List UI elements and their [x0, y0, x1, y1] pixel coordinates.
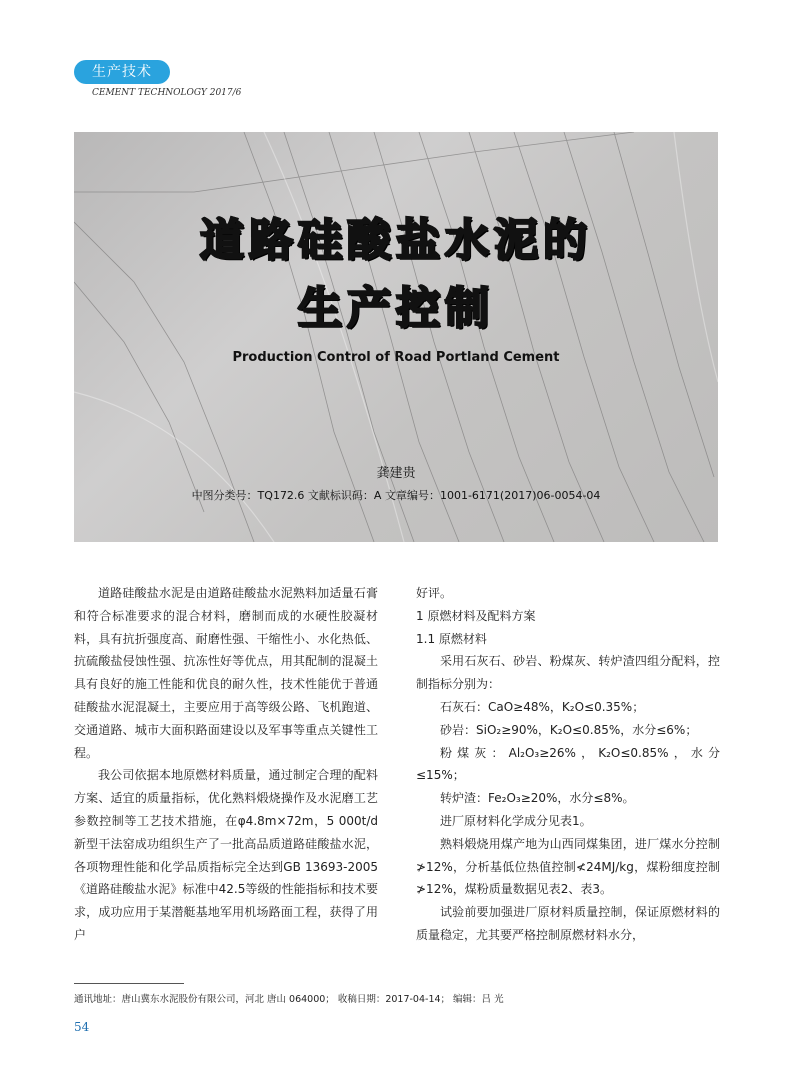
journal-name: CEMENT TECHNOLOGY 2017/6	[92, 88, 242, 98]
author: 龚建贵	[376, 466, 416, 481]
paragraph: 熟料煅烧用煤产地为山西同煤集团，进厂煤水分控制≯12%，分析基低位热值控制≮24MJ/kg，煤粉细度控制≯12%，煤粉质量数据见表2、表3。	[416, 836, 720, 897]
paragraph: 我公司依据本地原燃材料质量，通过制定合理的配料方案、适宜的质量指标，优化熟料煅烧操作及水泥磨工艺参数控制等工艺技术措施，在φ4.8m×72m，5 000t/d新型干法窑成功组织生产了一批高品质道路硅酸盐水泥，各项物理性能和化学品质指标完全达到GB 13693-2005《道路硅酸盐水泥》标准中42.5等级的性能指标和技术要求，成功应用于某潜艇基地军用机场路面工程，获得了用户	[74, 768, 378, 942]
footnote-divider	[74, 983, 184, 984]
classification-meta: 中图分类号：TQ172.6 文献标识码：A 文章编号：1001-6171(2017)06-0054-04	[191, 489, 601, 502]
paragraph-continuation: 好评。	[416, 586, 453, 600]
english-title: Production Control of Road Portland Cement	[232, 350, 560, 365]
footnote: 通讯地址：唐山冀东水泥股份有限公司，河北 唐山 064000； 收稿日期：2017-04-14； 编辑：吕 光	[74, 994, 504, 1005]
paragraph: 粉煤灰：Al₂O₃≥26%，K₂O≤0.85%，水分≤15%；	[416, 745, 720, 783]
body-column-left	[74, 582, 378, 947]
section-heading: 1 原燃材料及配料方案	[416, 608, 536, 623]
paragraph: 道路硅酸盐水泥是由道路硅酸盐水泥熟料加适量石膏和符合标准要求的混合材料，磨制而成的水硬性胶凝材料，具有抗折强度高、耐磨性强、干缩性小、水化热低、抗硫酸盐侵蚀性强、抗冻性好等优点，用其配制的混凝土具有良好的施工性能和优良的耐久性，技术性能优于普通硅酸盐水泥混凝土，主要应用于高等级公路、飞机跑道、交通道路、城市大面积路面建设以及军事等重点关键性工程。	[74, 586, 378, 760]
section-badge: 生产技术	[74, 60, 170, 84]
paragraph: 石灰石：CaO≥48%，K₂O≤0.35%；	[440, 699, 645, 714]
paragraph: 转炉渣：Fe₂O₃≥20%，水分≤8%。	[440, 791, 635, 806]
subsection-heading: 1.1 原燃材料	[416, 631, 487, 646]
paragraph: 采用石灰石、砂岩、粉煤灰、转炉渣四组分配料，控制指标分别为：	[416, 654, 720, 692]
paragraph: 砂岩：SiO₂≥90%，K₂O≤0.85%，水分≤6%；	[440, 722, 698, 737]
article-title-line-1: 道路硅酸盐水泥的	[200, 215, 592, 266]
article-title-line-2: 生产控制	[298, 283, 494, 334]
paragraph: 进厂原材料化学成分见表1。	[440, 813, 592, 828]
page-number: 54	[74, 1020, 90, 1034]
paragraph: 试验前要加强进厂原材料质量控制，保证原燃材料的质量稳定，尤其要严格控制原燃材料水分，	[416, 905, 720, 942]
title-banner	[74, 132, 718, 542]
body-column-right	[416, 582, 720, 947]
